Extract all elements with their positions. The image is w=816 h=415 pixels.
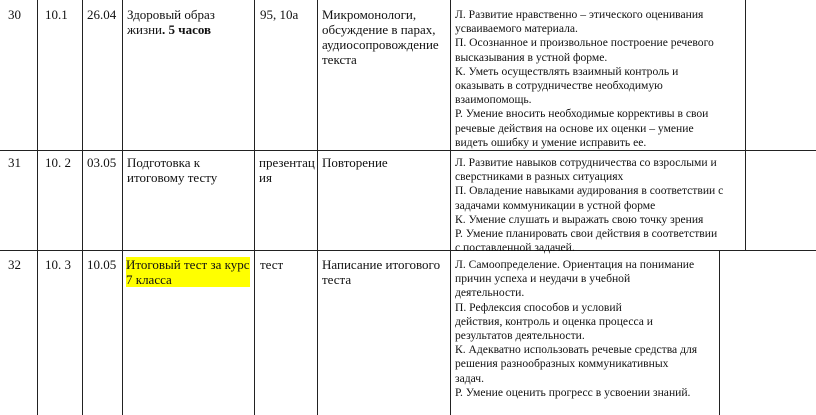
lesson-page: презентац ия (259, 155, 315, 185)
lesson-number: 10. 3 (45, 257, 71, 272)
lesson-date: 26.04 (87, 7, 117, 22)
lesson-results: Л. Самоопределение. Ориентация на понимание причин успеха и неудачи в учебной деятельности. П. Рефлексия способов и условий действия, контроль и оценка процесса и результатов деятельности. К. Адекватно использовать речевые средства для решения разнообразных коммуникативных задач. Р. Умение оценить прогресс в усвоении знаний. (455, 258, 698, 399)
column-border (122, 0, 123, 415)
column-border (317, 0, 318, 415)
column-border (745, 0, 746, 250)
column-border (719, 250, 720, 415)
lesson-topic-highlighted: Итоговый тест за курс 7 класса (126, 257, 250, 287)
column-border (37, 0, 38, 415)
row-number: 30 (8, 7, 21, 22)
lesson-number: 10. 2 (45, 155, 71, 170)
lesson-results: Л. Развитие нравственно – этического оценивания усваиваемого материала. П. Осознанное и произвольное построение речевого высказывания в устной форме. К. Уметь осуществлять взаимный контроль и оказывать в сотрудничестве необходимую взаимопомощь. Р. Умение вносить необходимые коррективы в свои речевые действия на основе их оценки – умение видеть ошибку и умение исправить ее. (455, 8, 714, 149)
row-number: 31 (8, 155, 21, 170)
column-border (450, 0, 451, 415)
lesson-page: 95, 10а (260, 7, 299, 22)
row-border (0, 150, 816, 151)
lesson-date: 10.05 (87, 257, 117, 272)
lesson-date: 03.05 (87, 155, 117, 170)
lesson-topic (127, 7, 249, 37)
lesson-topic: Подготовка к итоговому тесту (127, 155, 218, 185)
lesson-form: Микромонологи, обсуждение в парах, аудиосопровождение текста (322, 7, 439, 67)
lesson-form: Написание итогового теста (322, 257, 441, 287)
column-border (82, 0, 83, 415)
column-border (254, 0, 255, 415)
lesson-page: тест (260, 257, 284, 272)
topic-text: Здоровый образ жизни (127, 7, 215, 37)
lesson-form: Повторение (322, 155, 388, 170)
lesson-number: 10.1 (45, 7, 68, 22)
topic-hours: . 5 часов (162, 22, 212, 37)
lesson-results: Л. Развитие навыков сотрудничества со взрослыми и сверстниками в разных ситуациях П. Овладение навыками аудирования в соответствии с задачами коммуникации в устной форме К. Умение слушать и выражать свою точку зрения Р. Умение планировать свои действия в соответствии с поставленной задачей. (455, 156, 724, 255)
row-number: 32 (8, 257, 21, 272)
